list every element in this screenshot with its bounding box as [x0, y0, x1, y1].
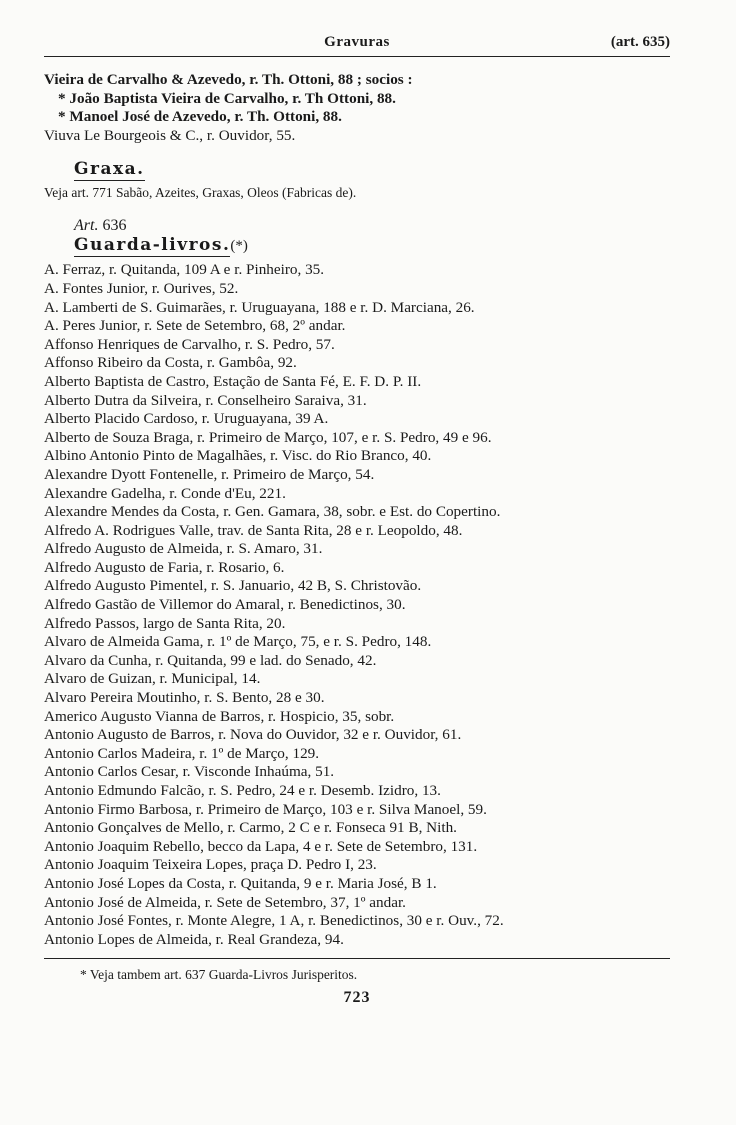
list-item: A. Ferraz, r. Quitanda, 109 A e r. Pinheiro, 35.	[44, 261, 325, 279]
list-item: Antonio Carlos Cesar, r. Visconde Inhaúma, 51.	[44, 763, 335, 781]
list-item: Alberto Baptista de Castro, Estação de Santa Fé, E. F. D. P. II.	[44, 372, 422, 390]
list-item: Alberto Dutra da Silveira, r. Conselheiro Saraiva, 31.	[44, 391, 367, 409]
cross-reference: Veja art. 771 Sabão, Azeites, Graxas, Oleos (Fabricas de).	[44, 185, 357, 201]
list-item: Antonio Edmundo Falcão, r. S. Pedro, 24 e r. Desemb. Izidro, 13.	[44, 782, 441, 799]
list-item: Antonio Gonçalves de Mello, r. Carmo, 2 C e r. Fonseca 91 B, Nith.	[44, 819, 457, 837]
list-item: Albino Antonio Pinto de Magalhães, r. Visc. do Rio Branco, 40.	[44, 447, 432, 465]
page-number: 723	[343, 989, 371, 1007]
list-item: A. Peres Junior, r. Sete de Setembro, 68, 2º andar.	[44, 317, 346, 335]
list-item: Alvaro da Cunha, r. Quitanda, 99 e lad. do Senado, 42.	[44, 651, 377, 669]
list-item: Antonio Lopes de Almeida, r. Real Grandeza, 94.	[44, 930, 344, 948]
list-item: Vieira de Carvalho & Azevedo, r. Th. Ottoni, 88 ; socios :	[44, 71, 413, 88]
list-item: Alberto Placido Cardoso, r. Uruguayana, 39 A.	[44, 410, 329, 428]
guarda-livros-heading: Guarda-livros.	[74, 235, 231, 256]
header-rule	[44, 56, 670, 57]
list-item: Alvaro de Almeida Gama, r. 1º de Março, 75, e r. S. Pedro, 148.	[44, 633, 432, 651]
list-item: Alfredo Augusto de Almeida, r. S. Amaro, 31.	[44, 540, 323, 558]
list-item: * Manoel José de Azevedo, r. Th. Ottoni, 88.	[58, 108, 342, 126]
article-reference: (art. 635)	[610, 34, 670, 50]
list-item: Alfredo Gastão de Villemor do Amaral, r. Benedictinos, 30.	[44, 596, 406, 614]
list-item: Antonio Carlos Madeira, r. 1º de Março, 129.	[44, 744, 320, 762]
list-item: Alvaro Pereira Moutinho, r. S. Bento, 28 e 30.	[44, 689, 325, 707]
gravuras-entries	[44, 71, 670, 145]
list-item: Alfredo Passos, largo de Santa Rita, 20.	[44, 614, 286, 632]
list-item: Alfredo Augusto Pimentel, r. S. Januario, 42 B, S. Christovão.	[44, 577, 422, 595]
section-title: Gravuras	[324, 34, 390, 50]
heading-footnote-marker: (*)	[230, 238, 248, 255]
article-label: Art.	[74, 217, 99, 235]
directory-page	[44, 30, 670, 1007]
graxa-section	[44, 159, 670, 201]
list-item: Alexandre Mendes da Costa, r. Gen. Gamara, 38, sobr. e Est. do Copertino.	[44, 503, 501, 521]
list-item: Alexandre Gadelha, r. Conde d'Eu, 221.	[44, 484, 286, 502]
article-number	[74, 217, 670, 235]
list-item: * João Baptista Vieira de Carvalho, r. Th Ottoni, 88.	[58, 89, 396, 107]
guarda-livros-list	[44, 261, 670, 949]
list-item: Antonio José de Almeida, r. Sete de Setembro, 37, 1º andar.	[44, 893, 406, 911]
guarda-livros-heading-row	[74, 235, 670, 257]
footer-rule	[44, 958, 670, 959]
list-item: Antonio Joaquim Rebello, becco da Lapa, 4 e r. Sete de Setembro, 131.	[44, 837, 478, 855]
list-item: Antonio Augusto de Barros, r. Nova do Ouvidor, 32 e r. Ouvidor, 61.	[44, 726, 462, 744]
list-item: Alberto de Souza Braga, r. Primeiro de Março, 107, e r. S. Pedro, 49 e 96.	[44, 428, 492, 446]
list-item: Viuva Le Bourgeois & C., r. Ouvidor, 55.	[44, 126, 296, 144]
running-head	[44, 30, 670, 54]
list-item: Affonso Ribeiro da Costa, r. Gambôa, 92.	[44, 354, 297, 372]
list-item: A. Lamberti de S. Guimarães, r. Uruguayana, 188 e r. D. Marciana, 26.	[44, 298, 475, 316]
list-item: Americo Augusto Vianna de Barros, r. Hospicio, 35, sobr.	[44, 707, 395, 725]
list-item: Alexandre Dyott Fontenelle, r. Primeiro de Março, 54.	[44, 465, 375, 483]
list-item: Antonio José Fontes, r. Monte Alegre, 1 A, r. Benedictinos, 30 e r. Ouv., 72.	[44, 912, 504, 930]
article-number-value: 636	[102, 217, 127, 235]
list-item: Alfredo A. Rodrigues Valle, trav. de Santa Rita, 28 e r. Leopoldo, 48.	[44, 521, 463, 539]
footnote: * Veja tambem art. 637 Guarda-Livros Jurisperitos.	[80, 967, 358, 983]
list-item: Alvaro de Guizan, r. Municipal, 14.	[44, 670, 261, 688]
graxa-heading: Graxa.	[74, 159, 145, 180]
list-item: Antonio José Lopes da Costa, r. Quitanda, 9 e r. Maria José, B 1.	[44, 874, 437, 892]
list-item: Antonio Joaquim Teixeira Lopes, praça D. Pedro I, 23.	[44, 856, 377, 874]
list-item: Affonso Henriques de Carvalho, r. S. Pedro, 57.	[44, 335, 335, 353]
list-item: Antonio Firmo Barbosa, r. Primeiro de Março, 103 e r. Silva Manoel, 59.	[44, 800, 487, 818]
list-item: Alfredo Augusto de Faria, r. Rosario, 6.	[44, 558, 285, 576]
list-item: A. Fontes Junior, r. Ourives, 52.	[44, 279, 239, 297]
